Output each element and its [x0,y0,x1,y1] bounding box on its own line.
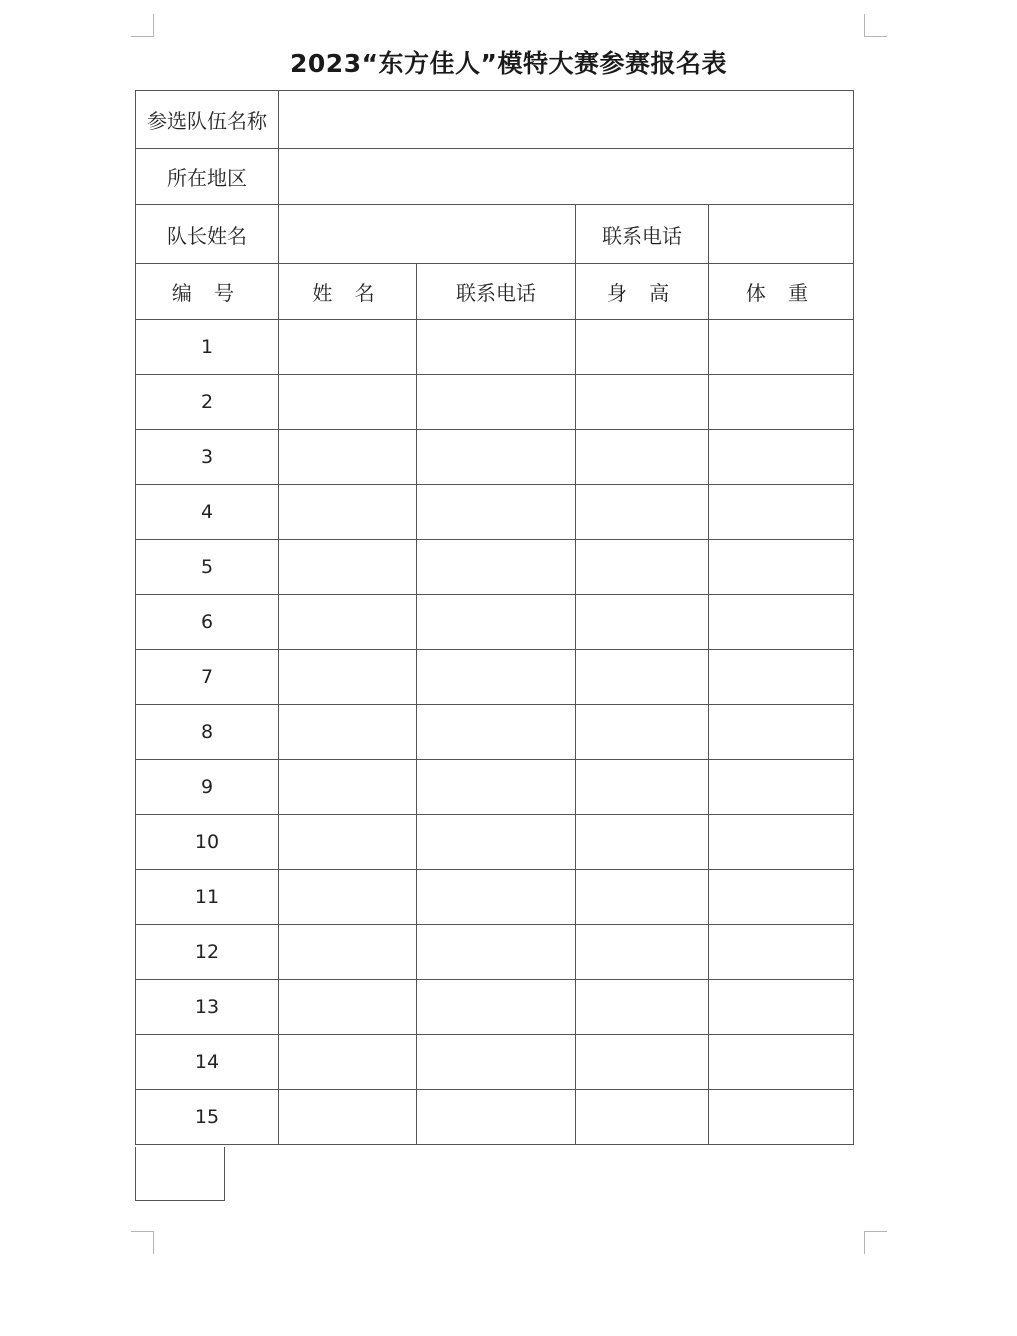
name-cell[interactable] [279,815,417,870]
row-number-cell: 14 [136,1035,279,1090]
page-title: 2023“东方佳人”模特大赛参赛报名表 [290,49,727,78]
row-number-cell: 12 [136,925,279,980]
weight-cell[interactable] [709,1035,854,1090]
name-cell[interactable] [279,760,417,815]
weight-cell[interactable] [709,375,854,430]
name-cell[interactable] [279,870,417,925]
height-cell[interactable] [576,375,709,430]
table-row [136,595,854,650]
weight-cell[interactable] [709,430,854,485]
height-cell[interactable] [576,430,709,485]
height-cell[interactable] [576,1090,709,1145]
column-header-height: 身 高 [576,264,709,320]
name-cell[interactable] [279,430,417,485]
name-cell[interactable] [279,925,417,980]
region-label: 所在地区 [136,149,279,205]
table-row [136,320,854,375]
page-corner-mark-top-left [131,14,154,37]
captain-name-field[interactable] [279,205,576,264]
weight-cell[interactable] [709,925,854,980]
height-cell[interactable] [576,815,709,870]
team-name-field[interactable] [279,91,854,149]
phone-cell[interactable] [417,485,576,540]
phone-cell[interactable] [417,375,576,430]
table-header-row [136,264,854,320]
row-number-cell: 6 [136,595,279,650]
table-row [136,815,854,870]
height-cell[interactable] [576,705,709,760]
height-cell[interactable] [576,650,709,705]
row-number-cell: 3 [136,430,279,485]
row-number-cell: 8 [136,705,279,760]
row-number-cell: 7 [136,650,279,705]
phone-cell[interactable] [417,650,576,705]
phone-cell[interactable] [417,1090,576,1145]
registration-form-table [135,90,854,1145]
height-cell[interactable] [576,870,709,925]
captain-name-label: 队长姓名 [136,205,279,264]
table-row [136,925,854,980]
row-number-cell: 15 [136,1090,279,1145]
name-cell[interactable] [279,320,417,375]
table-row [136,760,854,815]
table-row [136,540,854,595]
name-cell[interactable] [279,1090,417,1145]
row-number-cell: 11 [136,870,279,925]
height-cell[interactable] [576,760,709,815]
weight-cell[interactable] [709,1090,854,1145]
weight-cell[interactable] [709,760,854,815]
height-cell[interactable] [576,980,709,1035]
name-cell[interactable] [279,375,417,430]
height-cell[interactable] [576,1035,709,1090]
column-header-weight: 体 重 [709,264,854,320]
name-cell[interactable] [279,1035,417,1090]
phone-cell[interactable] [417,760,576,815]
row-number-cell: 13 [136,980,279,1035]
phone-cell[interactable] [417,870,576,925]
name-cell[interactable] [279,705,417,760]
phone-cell[interactable] [417,320,576,375]
phone-cell[interactable] [417,815,576,870]
name-cell[interactable] [279,595,417,650]
height-cell[interactable] [576,540,709,595]
captain-phone-label: 联系电话 [576,205,709,264]
extra-empty-cell [135,1147,225,1201]
column-header-phone: 联系电话 [417,264,576,320]
weight-cell[interactable] [709,705,854,760]
row-number-cell: 9 [136,760,279,815]
row-number-cell: 2 [136,375,279,430]
region-row [136,149,854,205]
name-cell[interactable] [279,980,417,1035]
table-row [136,430,854,485]
name-cell[interactable] [279,540,417,595]
height-cell[interactable] [576,925,709,980]
phone-cell[interactable] [417,430,576,485]
column-header-number: 编 号 [136,264,279,320]
team-name-label: 参选队伍名称 [136,91,279,149]
table-row [136,705,854,760]
table-row [136,1035,854,1090]
phone-cell[interactable] [417,540,576,595]
page-corner-mark-bottom-right [864,1231,887,1254]
team-name-row [136,91,854,149]
name-cell[interactable] [279,485,417,540]
height-cell[interactable] [576,485,709,540]
row-number-cell: 1 [136,320,279,375]
page-corner-mark-bottom-left [131,1231,154,1254]
weight-cell[interactable] [709,540,854,595]
column-header-name: 姓 名 [279,264,417,320]
height-cell[interactable] [576,320,709,375]
row-number-cell: 5 [136,540,279,595]
table-row [136,980,854,1035]
table-row [136,650,854,705]
height-cell[interactable] [576,595,709,650]
table-row [136,375,854,430]
table-row [136,870,854,925]
table-row [136,1090,854,1145]
region-field[interactable] [279,149,854,205]
phone-cell[interactable] [417,705,576,760]
phone-cell[interactable] [417,1035,576,1090]
captain-phone-field[interactable] [709,205,854,264]
phone-cell[interactable] [417,980,576,1035]
phone-cell[interactable] [417,925,576,980]
weight-cell[interactable] [709,320,854,375]
weight-cell[interactable] [709,870,854,925]
weight-cell[interactable] [709,650,854,705]
row-number-cell: 10 [136,815,279,870]
captain-row [136,205,854,264]
weight-cell[interactable] [709,485,854,540]
weight-cell[interactable] [709,595,854,650]
page-corner-mark-top-right [864,14,887,37]
phone-cell[interactable] [417,595,576,650]
name-cell[interactable] [279,650,417,705]
weight-cell[interactable] [709,980,854,1035]
row-number-cell: 4 [136,485,279,540]
weight-cell[interactable] [709,815,854,870]
table-row [136,485,854,540]
